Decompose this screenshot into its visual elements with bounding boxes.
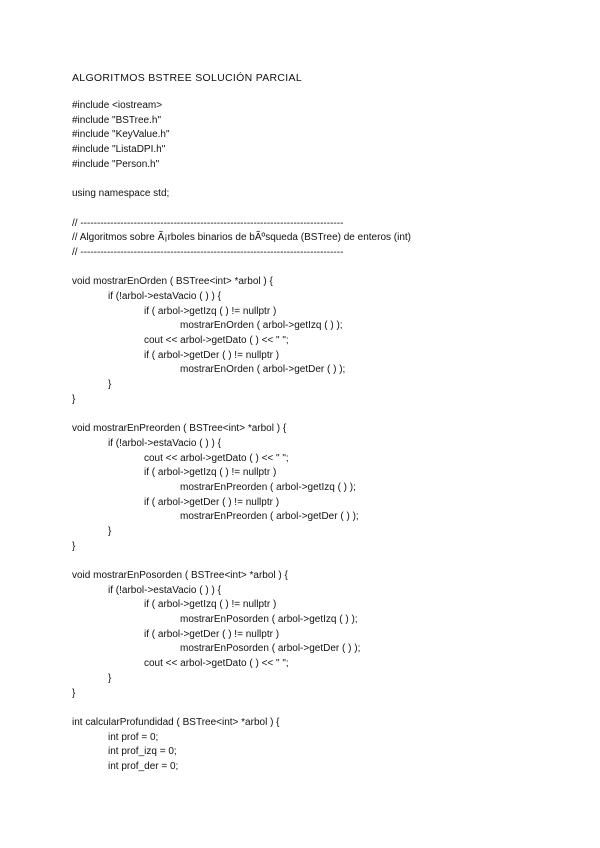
code-line: cout << arbol->getDato ( ) << " ";	[72, 452, 289, 464]
code-line: mostrarEnOrden ( arbol->getDer ( ) );	[72, 364, 346, 376]
code-line: // -------------------------------------------------------------------------------	[72, 217, 344, 229]
code-line: mostrarEnPreorden ( arbol->getIzq ( ) );	[72, 481, 356, 493]
code-line: if (!arbol->estaVacio ( ) ) {	[72, 584, 221, 596]
code-line	[72, 407, 542, 422]
code-line: int prof = 0;	[72, 731, 159, 743]
code-line: if ( arbol->getDer ( ) != nullptr )	[72, 628, 280, 640]
code-line: #include "Person.h"	[72, 158, 160, 170]
code-line: void mostrarEnPreorden ( BSTree<int> *arbol ) {	[72, 423, 287, 435]
code-block	[72, 99, 542, 775]
code-line: // -------------------------------------------------------------------------------	[72, 246, 344, 258]
code-line: if ( arbol->getIzq ( ) != nullptr )	[72, 599, 277, 611]
code-line: mostrarEnOrden ( arbol->getIzq ( ) );	[72, 320, 343, 332]
code-line: void mostrarEnPosorden ( BSTree<int> *arbol ) {	[72, 570, 288, 581]
code-line: mostrarEnPosorden ( arbol->getIzq ( ) );	[72, 614, 358, 626]
code-line	[72, 202, 542, 217]
code-line: cout << arbol->getDato ( ) << " ";	[72, 335, 289, 346]
code-line: mostrarEnPosorden ( arbol->getDer ( ) );	[72, 643, 361, 655]
code-line: }	[72, 379, 112, 391]
code-line: #include <iostream>	[72, 100, 163, 111]
code-line: #include "KeyValue.h"	[72, 129, 170, 141]
code-line: #include "BSTree.h"	[72, 114, 161, 126]
code-line: if ( arbol->getDer ( ) != nullptr )	[72, 496, 280, 508]
code-line	[72, 172, 542, 187]
code-line: int calcularProfundidad ( BSTree<int> *arbol ) {	[72, 716, 280, 728]
code-line: // Algoritmos sobre Ã¡rboles binarios de bÃºsqueda (BSTree) de enteros (int)	[72, 232, 411, 244]
document-title: ALGORITMOS BSTREE SOLUCIÓN PARCIAL	[72, 72, 302, 84]
code-line: }	[72, 672, 112, 684]
code-line: }	[72, 687, 76, 699]
code-line: if (!arbol->estaVacio ( ) ) {	[72, 437, 221, 449]
code-line	[72, 701, 542, 716]
code-line: void mostrarEnOrden ( BSTree<int> *arbol ) {	[72, 276, 273, 288]
code-line: if ( arbol->getIzq ( ) != nullptr )	[72, 305, 277, 317]
code-line: using namespace std;	[72, 188, 170, 200]
code-line: if ( arbol->getDer ( ) != nullptr )	[72, 349, 280, 361]
code-line	[72, 554, 542, 569]
code-line: if ( arbol->getIzq ( ) != nullptr )	[72, 467, 277, 479]
code-line: mostrarEnPreorden ( arbol->getDer ( ) );	[72, 511, 359, 523]
code-line: cout << arbol->getDato ( ) << " ";	[72, 658, 289, 670]
code-line	[72, 261, 542, 276]
code-line: if (!arbol->estaVacio ( ) ) {	[72, 290, 221, 302]
code-line: int prof_izq = 0;	[72, 746, 177, 758]
code-line: #include "ListaDPI.h"	[72, 144, 166, 156]
code-line: }	[72, 525, 112, 537]
code-line: }	[72, 393, 76, 405]
code-line: }	[72, 540, 76, 552]
code-line: int prof_der = 0;	[72, 760, 179, 772]
